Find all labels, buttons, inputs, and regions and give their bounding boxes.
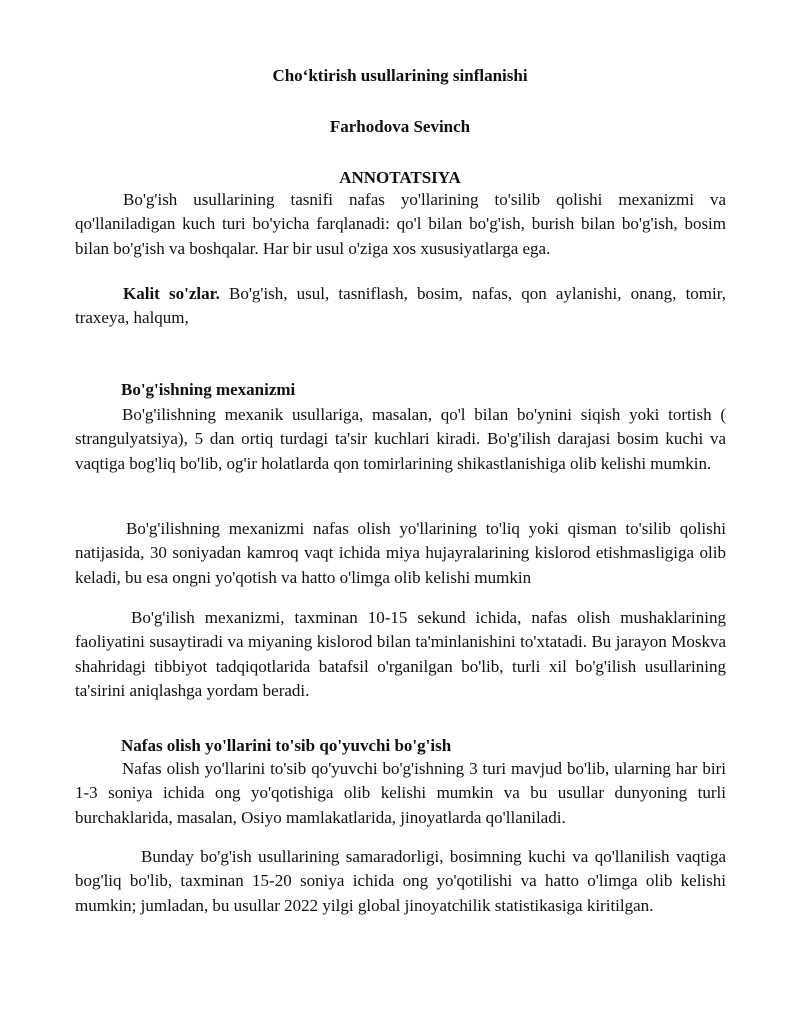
airway-paragraph-1: Nafas olish yo'llarini to'sib qo'yuvchi bo'g'ishning 3 turi mavjud bo'lib, ularning har biri 1-3 soniya ichida ong yo'qotishiga olib kelishi mumkin va bu usullar dunyoning turli burchaklarida, masalan, Osiyo mamlakatlarida, jinoyatlarda qo'llaniladi. bbox=[75, 759, 726, 827]
keywords-paragraph bbox=[75, 282, 726, 331]
keywords-label: Kalit so'zlar. bbox=[123, 284, 220, 303]
annotation-heading: ANNOTATSIYA bbox=[339, 168, 461, 187]
section-heading-mechanism: Bo'g'ishning mexanizmi bbox=[121, 380, 296, 399]
airway-paragraph-2: Bunday bo'g'ish usullarining samaradorligi, bosimning kuchi va qo'llanilish vaqtiga bog'liq bo'lib, taxminan 15-20 soniya ichida ong yo'qotilishi va hatto o'limga olib kelishi mumkin; jumladan, bu usullar 2022 yilgi global jinoyatchilik statistikasiga kiritilgan. bbox=[75, 847, 726, 915]
mechanism-paragraph-3: Bo'g'ilish mexanizmi, taxminan 10-15 sekund ichida, nafas olish mushaklarining faoliyatini susaytiradi va miyaning kislorod bilan ta'minlanishini to'xtatadi. Bu jarayon Moskva shahridagi tibbiyot tadqiqotlarida batafsil o'rganilgan bo'lib, turli xil bo'g'ilish usullarining ta'sirini aniqlashga yordam beradi. bbox=[75, 608, 726, 700]
mechanism-paragraph-1: Bo'g'ilishning mexanik usullariga, masalan, qo'l bilan bo'ynini siqish yoki tortish ( strangulyatsiya), 5 dan ortiq turdagi ta'sir kuchlari kiradi. Bo'g'ilish darajasi bosim kuchi va vaqtiga bog'liq bo'lib, og'ir holatlarda qon tomirlarining shikastlanishiga olib kelishi mumkin. bbox=[75, 405, 726, 473]
author-name: Farhodova Sevinch bbox=[329, 117, 471, 136]
annotation-paragraph: Bo'g'ish usullarining tasnifi nafas yo'llarining to'silib qolishi mexanizmi va qo'llaniladigan kuch turi bo'yicha farqlanadi: qo'l bilan bo'g'ish, burish bilan bo'g'ish, bosim bilan bo'g'ish va boshqalar. Har bir usul o'ziga xos xususiyatlarga ega. bbox=[75, 190, 726, 258]
section-heading-airway: Nafas olish yo'llarini to'sib qo'yuvchi bo'g'ish bbox=[121, 736, 452, 755]
document-title: Choʻktirish usullarining sinflanishi bbox=[272, 66, 528, 85]
keywords-list: Bo'g'ish, usul, tasniflash, bosim, nafas, qon aylanishi, onang, tomir, traxeya, halqum, bbox=[75, 284, 726, 328]
mechanism-paragraph-2: Bo'g'ilishning mexanizmi nafas olish yo'llarining to'liq yoki qisman to'silib qolishi natijasida, 30 soniyadan kamroq vaqt ichida miya hujayralarining kislorod etishmasligiga olib keladi, bu esa ongni yo'qotish va hatto o'limga olib kelishi mumkin bbox=[75, 519, 726, 587]
